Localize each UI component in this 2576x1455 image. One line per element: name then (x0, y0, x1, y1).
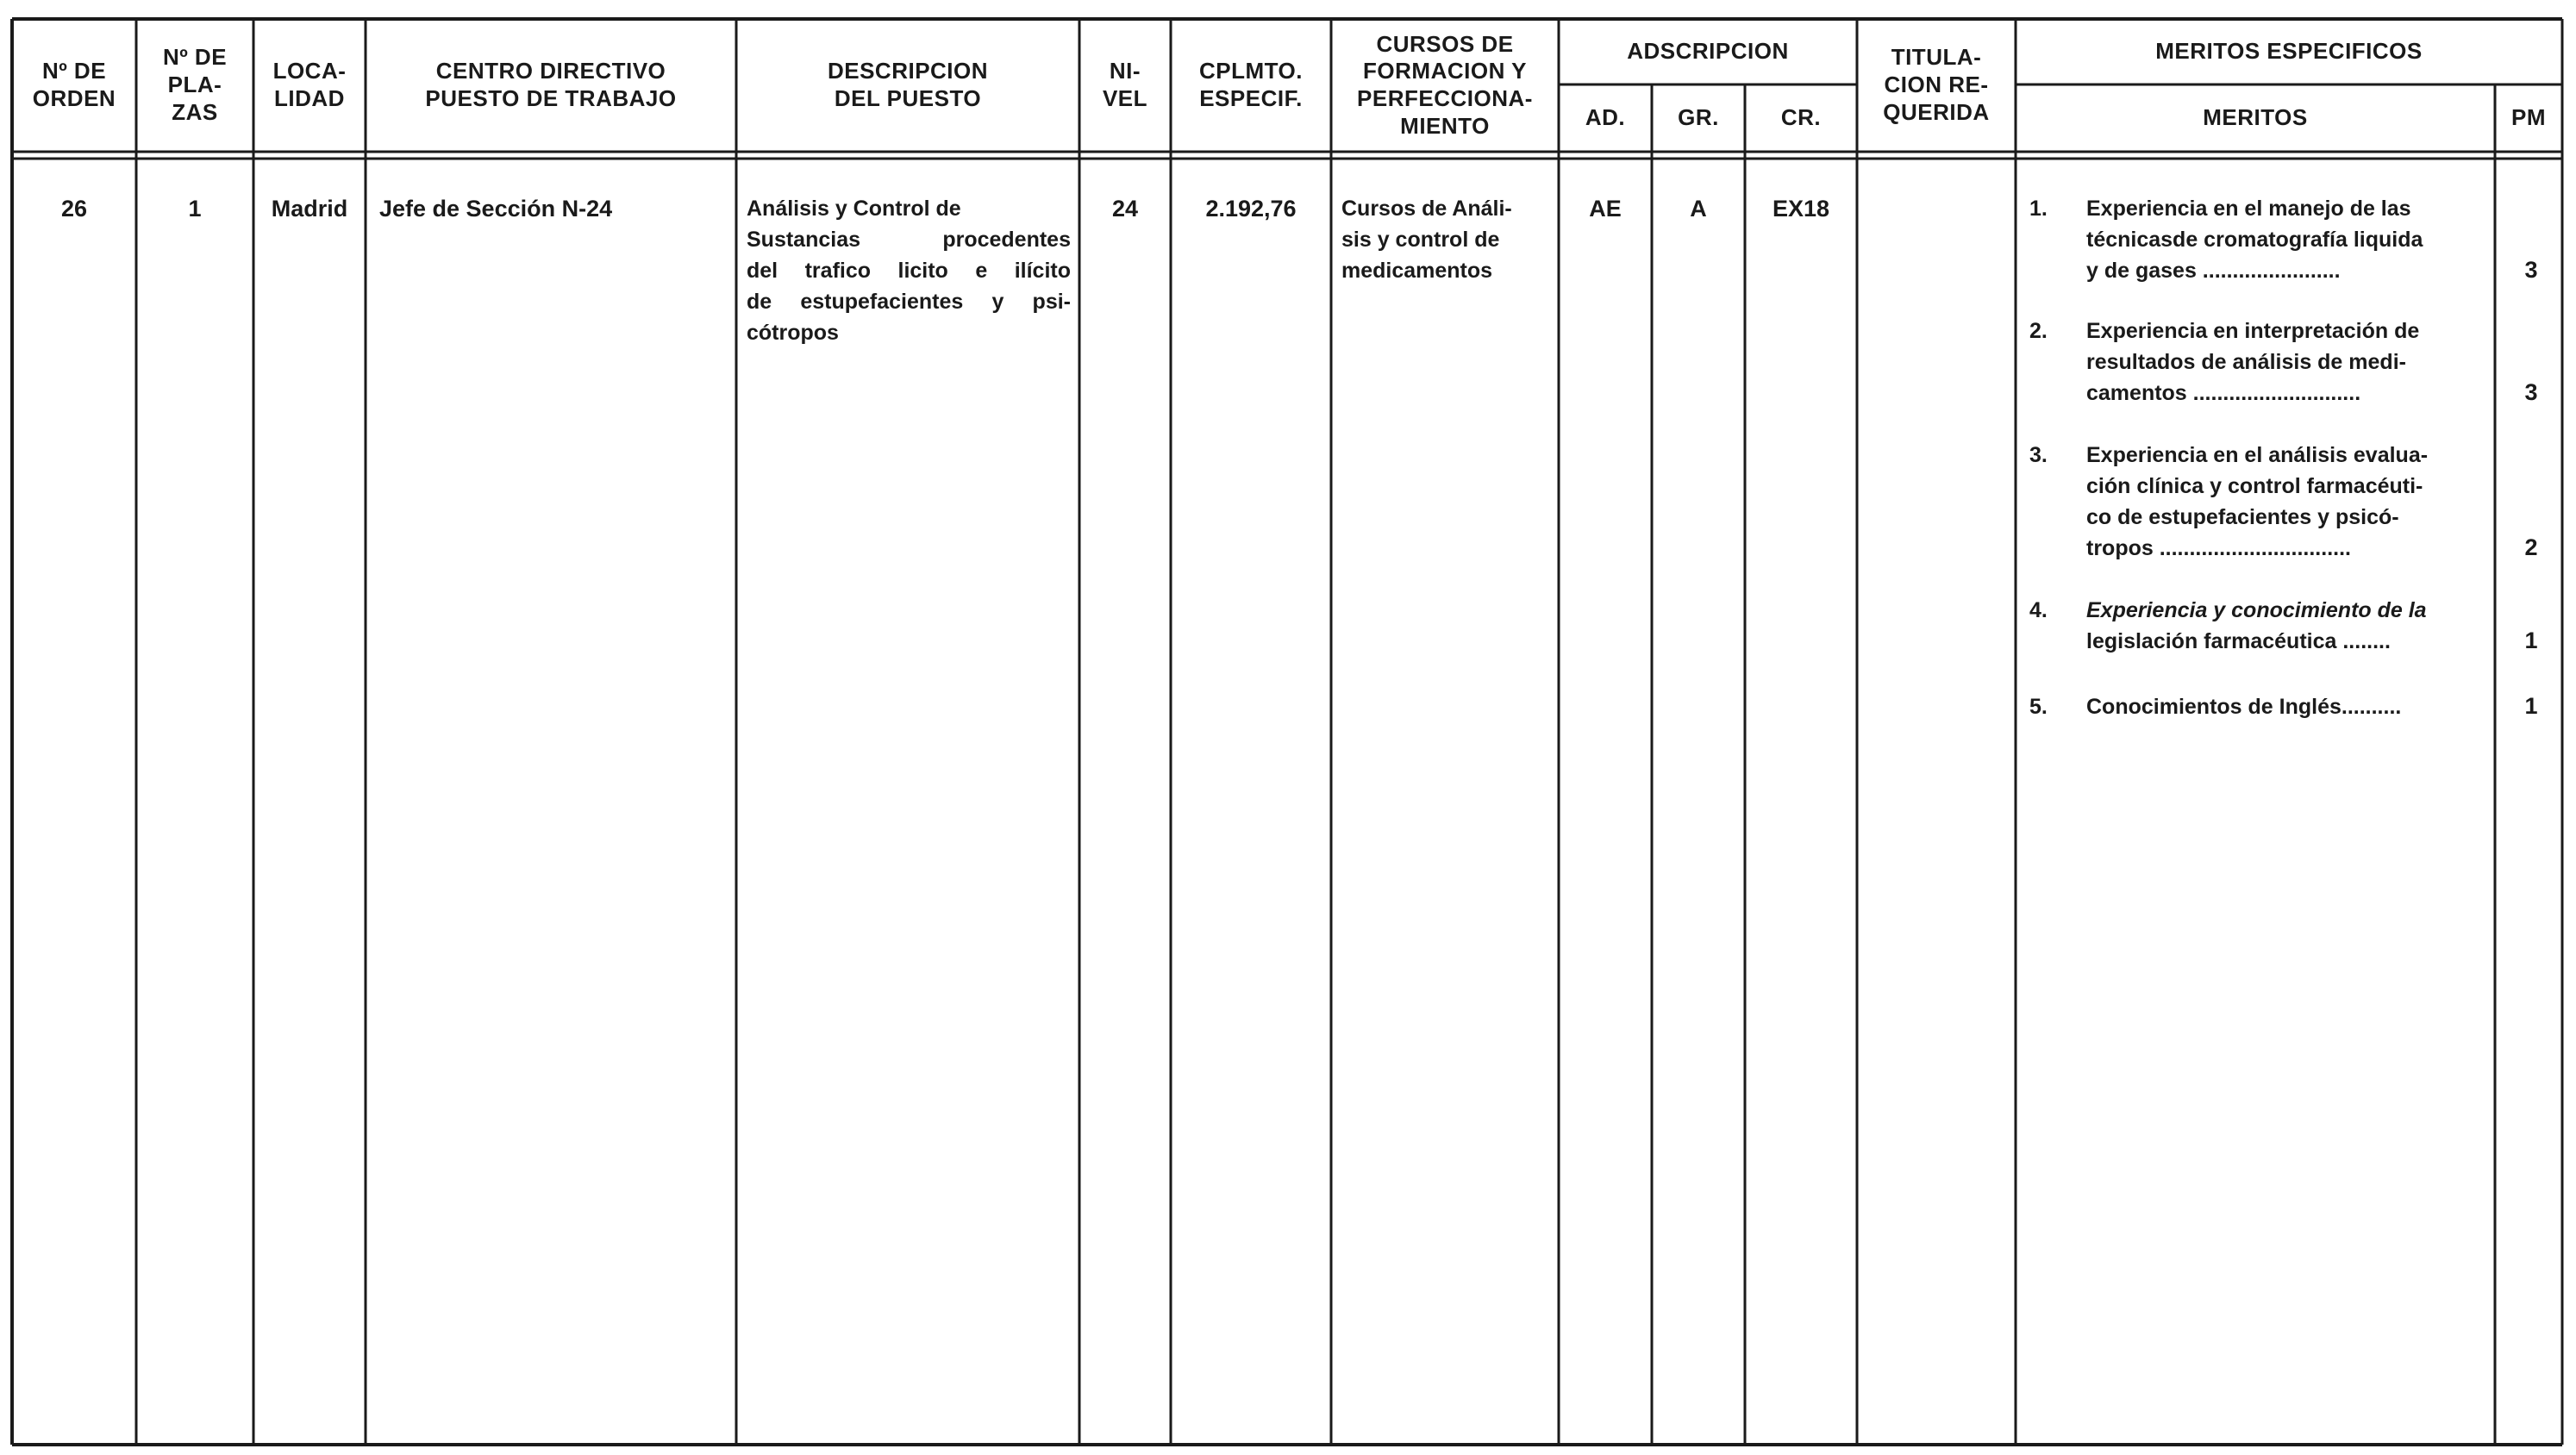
header-localidad: LOCA- LIDAD (272, 58, 347, 111)
header-titulacion: TITULA- CION RE- QUERIDA (1883, 44, 1990, 125)
cell-cr: EX18 (1772, 196, 1830, 222)
header-cursos: CURSOS DE FORMACION Y PERFECCIONA- MIENTO (1357, 30, 1533, 139)
descripcion-line: Sustancias procedentes (747, 228, 1071, 252)
merito-pm: 3 (2524, 379, 2538, 405)
merito-line: tropos ................................ (2086, 536, 2351, 560)
merito-number: 2. (2029, 319, 2048, 343)
cell-gr: A (1690, 196, 1707, 222)
merito-line: Experiencia en el análisis evalua- (2086, 443, 2429, 467)
merito-number: 1. (2029, 197, 2048, 221)
merito-number: 5. (2029, 695, 2048, 719)
merito-pm: 1 (2524, 693, 2538, 719)
cell-plazas: 1 (188, 196, 202, 222)
merito-pm: 1 (2524, 628, 2538, 653)
header-orden: Nº DE ORDEN (32, 58, 116, 111)
cursos-line: Cursos de Análi- (1341, 197, 1512, 221)
header-gr: GR. (1678, 104, 1719, 131)
header-plazas: Nº DE PLA- ZAS (162, 44, 228, 125)
cell-cursos (1341, 193, 1552, 286)
merito-number: 3. (2029, 443, 2048, 467)
cell-ad: AE (1589, 196, 1622, 222)
descripcion-line: de estupefacientes y psi- (747, 290, 1071, 314)
descripcion-line: del trafico licito e ilícito (747, 259, 1071, 283)
cell-cplmto: 2.192,76 (1205, 196, 1297, 222)
merito-line: Experiencia en interpretación de (2086, 319, 2420, 343)
header-centro: CENTRO DIRECTIVO PUESTO DE TRABAJO (425, 58, 677, 111)
header-descripcion: DESCRIPCION DEL PUESTO (827, 58, 989, 111)
header-ad: AD. (1585, 104, 1626, 131)
merito-line: Conocimientos de Inglés.......... (2086, 695, 2402, 719)
header-cr: CR. (1780, 104, 1822, 131)
cell-descripcion (747, 193, 1071, 348)
header-cplmto: CPLMTO. ESPECIF. (1198, 58, 1304, 111)
header-nivel: NI- VEL (1102, 58, 1148, 111)
merito-line: Experiencia y conocimiento de la (2086, 598, 2427, 622)
header-meritos-especificos: MERITOS ESPECIFICOS (2155, 38, 2423, 65)
cell-orden: 26 (60, 196, 88, 222)
cell-centro: Jefe de Sección N-24 (379, 196, 613, 222)
header-pm: PM (2511, 104, 2546, 131)
merito-line: ción clínica y control farmacéuti- (2086, 474, 2423, 498)
cell-nivel: 24 (1111, 196, 1139, 222)
merito-line: resultados de análisis de medi- (2086, 350, 2406, 374)
merito-line: Experiencia en el manejo de las (2086, 197, 2411, 221)
cursos-line: medicamentos (1341, 259, 1493, 283)
merito-number: 4. (2029, 598, 2048, 622)
descripcion-line: cótropos (747, 321, 839, 345)
merito-line: legislación farmacéutica ........ (2086, 629, 2391, 653)
header-adscripcion: ADSCRIPCION (1627, 38, 1789, 65)
merito-line: co de estupefacientes y psicó- (2086, 505, 2399, 529)
merito-pm: 3 (2524, 257, 2538, 283)
descripcion-line: Análisis y Control de (747, 197, 961, 221)
header-meritos: MERITOS (2203, 104, 2308, 131)
cursos-line: sis y control de (1341, 228, 1500, 252)
merito-line: técnicasde cromatografía liquida (2086, 228, 2423, 252)
merito-line: camentos ............................ (2086, 381, 2361, 405)
merito-pm: 2 (2524, 534, 2538, 560)
cell-localidad: Madrid (271, 196, 348, 222)
merito-line: y de gases ....................... (2086, 259, 2341, 283)
